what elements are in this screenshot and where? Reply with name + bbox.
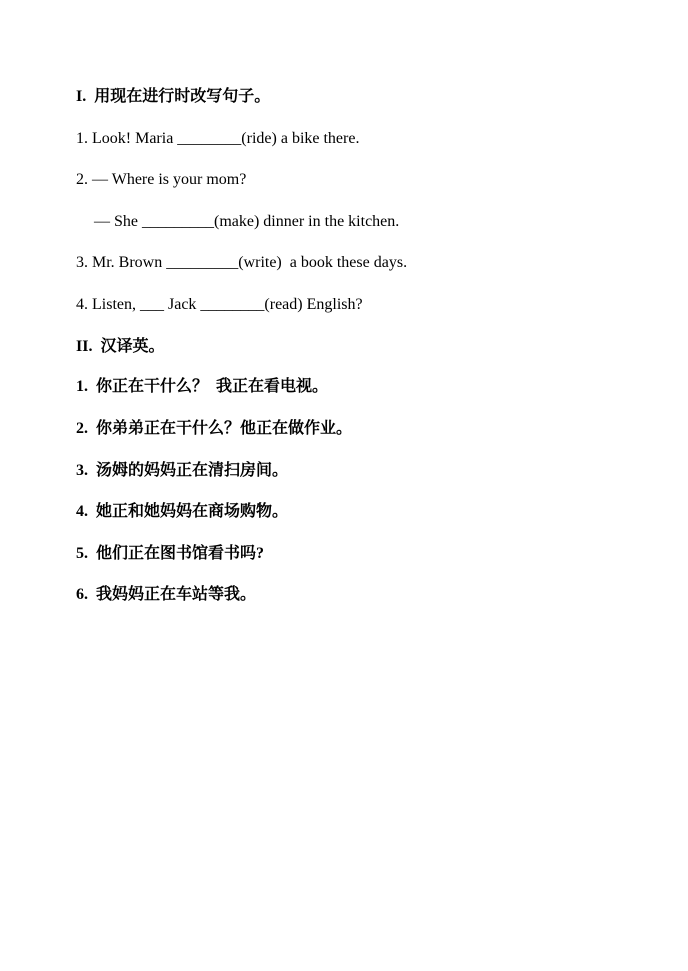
section-1-heading: I. 用现在进行时改写句子。: [76, 88, 271, 105]
exercise-1-3: 3. Mr. Brown _________(write) a book these days.: [76, 254, 408, 271]
exercise-1-2-answer: — She _________(make) dinner in the kitchen.: [94, 213, 400, 230]
translation-item-3: 3. 汤姆的妈妈正在清扫房间。: [76, 462, 289, 479]
translation-item-5: 5. 他们正在图书馆看书吗?: [76, 545, 265, 562]
exercise-1-2-question: 2. — Where is your mom?: [76, 171, 247, 188]
translation-item-4: 4. 她正和她妈妈在商场购物。: [76, 503, 289, 520]
translation-item-1: 1. 你正在干什么？ 我正在看电视。: [76, 378, 329, 395]
exercise-1-1: 1. Look! Maria ________(ride) a bike there.: [76, 130, 360, 147]
translation-item-6: 6. 我妈妈正在车站等我。: [76, 586, 257, 603]
exercise-1-4: 4. Listen, ___ Jack ________(read) English?: [76, 296, 363, 313]
section-2-heading: II. 汉译英。: [76, 338, 165, 355]
translation-item-2: 2. 你弟弟正在干什么？他正在做作业。: [76, 420, 353, 437]
